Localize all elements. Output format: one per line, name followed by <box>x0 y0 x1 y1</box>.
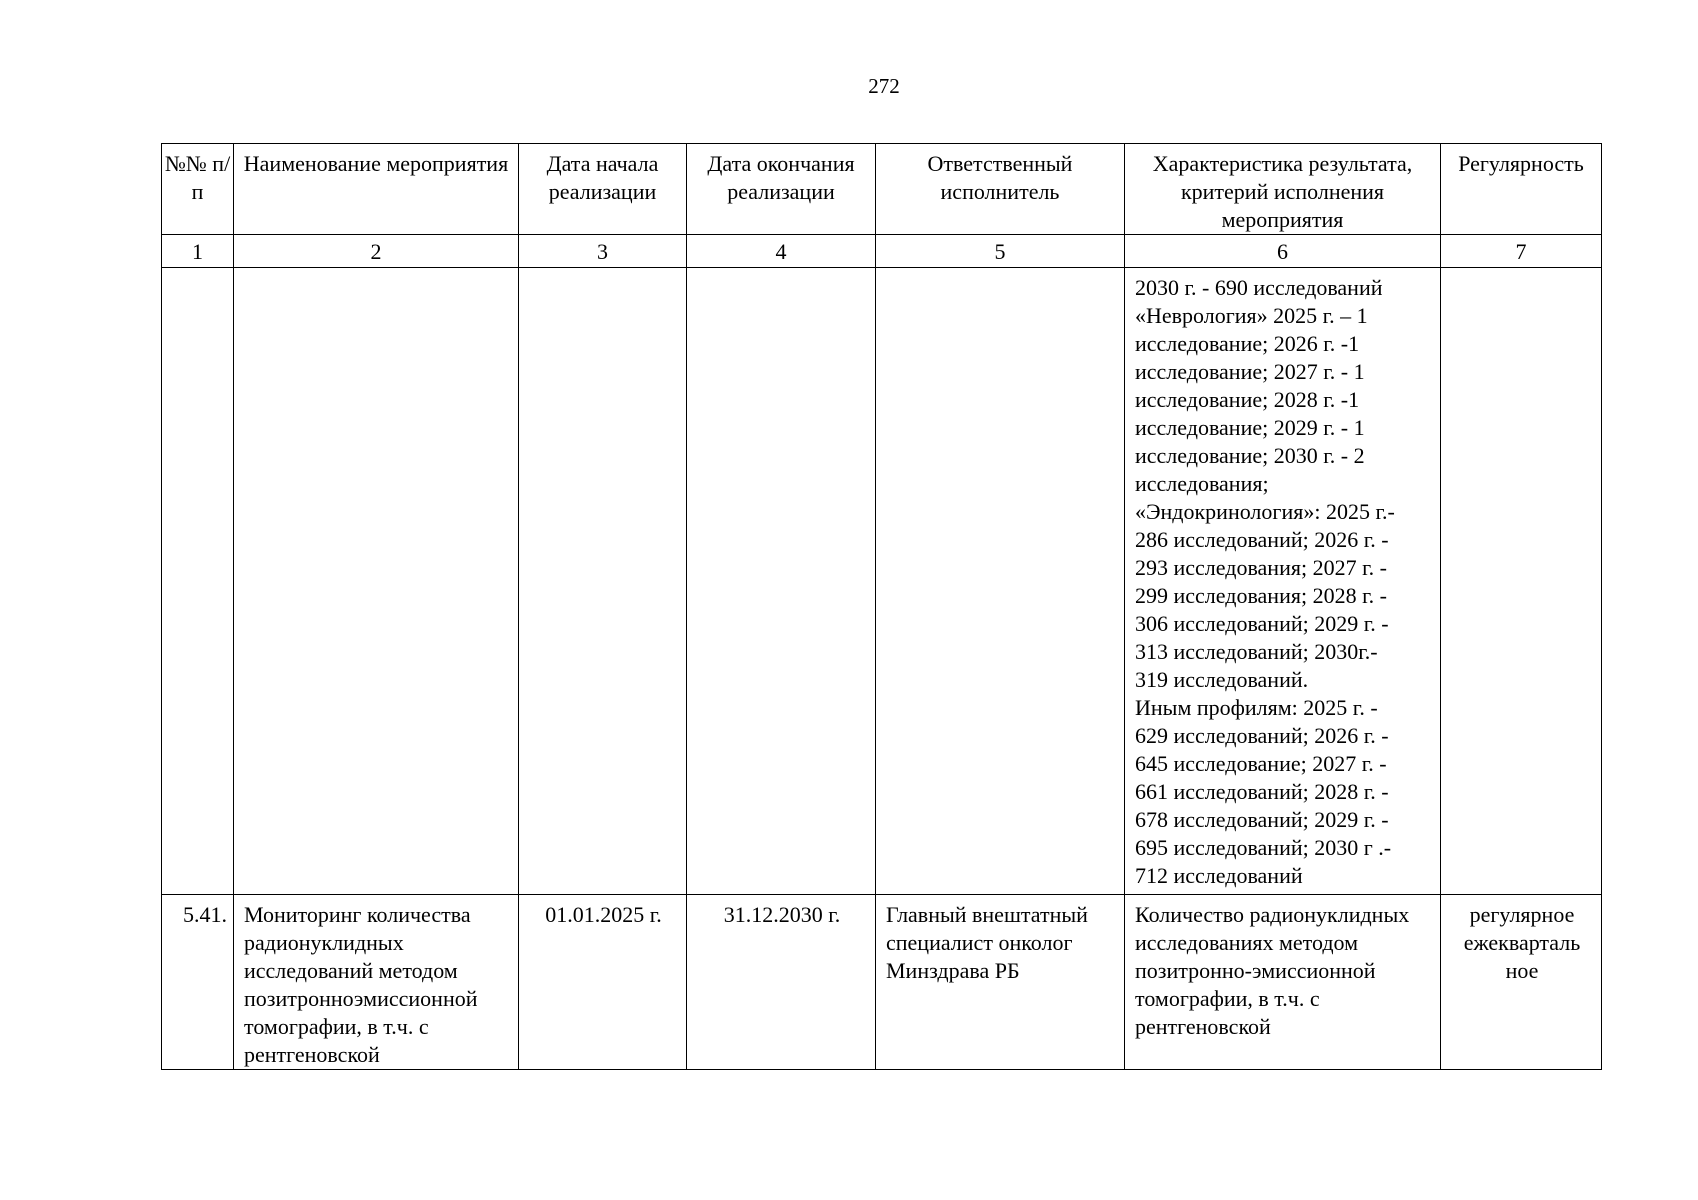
result-line: Иным профилям: 2025 г. - <box>1135 695 1378 720</box>
empty-cell <box>519 268 687 895</box>
table-row-5-41 <box>162 895 1602 1070</box>
header-responsible: Ответственный исполнитель <box>876 144 1125 235</box>
column-number-row <box>162 235 1602 268</box>
result-line: 629 исследований; 2026 г. - <box>1135 723 1389 748</box>
header-start-date: Дата начала реализации <box>519 144 687 235</box>
item-responsible: Главный внештатный специалист онколог Минздрава РБ <box>876 895 1125 1070</box>
result-line: 678 исследований; 2029 г. - <box>1135 807 1389 832</box>
result-line: исследование; 2030 г. - 2 <box>1135 443 1365 468</box>
empty-cell <box>876 268 1125 895</box>
result-line: 645 исследование; 2027 г. - <box>1135 751 1387 776</box>
column-number: 2 <box>234 235 519 268</box>
result-line: исследование; 2028 г. -1 <box>1135 387 1360 412</box>
result-line: «Эндокринология»: 2025 г.- <box>1135 499 1395 524</box>
empty-cell <box>687 268 876 895</box>
header-number: №№ п/п <box>162 144 234 235</box>
result-line: исследование; 2029 г. - 1 <box>1135 415 1365 440</box>
result-line: 313 исследований; 2030г.- <box>1135 639 1378 664</box>
result-line: 299 исследования; 2028 г. - <box>1135 583 1387 608</box>
column-number: 7 <box>1441 235 1602 268</box>
empty-cell <box>1441 268 1602 895</box>
header-name: Наименование мероприятия <box>234 144 519 235</box>
table-header-row <box>162 144 1602 235</box>
result-line: исследование; 2026 г. -1 <box>1135 331 1360 356</box>
header-result: Характеристика результата, критерий исполнения мероприятия <box>1125 144 1441 235</box>
column-number: 4 <box>687 235 876 268</box>
result-line: исследование; 2027 г. - 1 <box>1135 359 1365 384</box>
column-number: 3 <box>519 235 687 268</box>
result-continuation-cell <box>1125 268 1441 895</box>
result-line: 712 исследований <box>1135 863 1303 888</box>
column-number: 6 <box>1125 235 1441 268</box>
column-number: 1 <box>162 235 234 268</box>
item-result: Количество радионуклидных исследованиях методом позитронно-эмиссионной томографии, в т.ч. с рентгеновской <box>1125 895 1441 1070</box>
page-number: 272 <box>868 74 900 98</box>
header-end-date: Дата окончания реализации <box>687 144 876 235</box>
item-number: 5.41. <box>162 895 234 1070</box>
measures-table <box>161 143 1602 1070</box>
result-line: 661 исследований; 2028 г. - <box>1135 779 1389 804</box>
result-line: 319 исследований. <box>1135 667 1309 692</box>
table-row-continuation <box>162 268 1602 895</box>
header-regularity: Регулярность <box>1441 144 1602 235</box>
result-line: 306 исследований; 2029 г. - <box>1135 611 1389 636</box>
result-line: исследования; <box>1135 471 1269 496</box>
result-line: «Неврология» 2025 г. – 1 <box>1135 303 1368 328</box>
empty-cell <box>162 268 234 895</box>
empty-cell <box>234 268 519 895</box>
item-regularity: регулярное ежекварталь ное <box>1441 895 1602 1070</box>
item-end-date: 31.12.2030 г. <box>687 895 876 1070</box>
result-line: 293 исследования; 2027 г. - <box>1135 555 1387 580</box>
result-line: 695 исследований; 2030 г .- <box>1135 835 1392 860</box>
item-start-date: 01.01.2025 г. <box>519 895 687 1070</box>
result-line: 2030 г. - 690 исследований <box>1135 275 1383 300</box>
item-name: Мониторинг количества радионуклидных исследований методом позитронноэмиссионной томографии, в т.ч. с рентгеновской <box>234 895 519 1070</box>
column-number: 5 <box>876 235 1125 268</box>
result-line: 286 исследований; 2026 г. - <box>1135 527 1389 552</box>
